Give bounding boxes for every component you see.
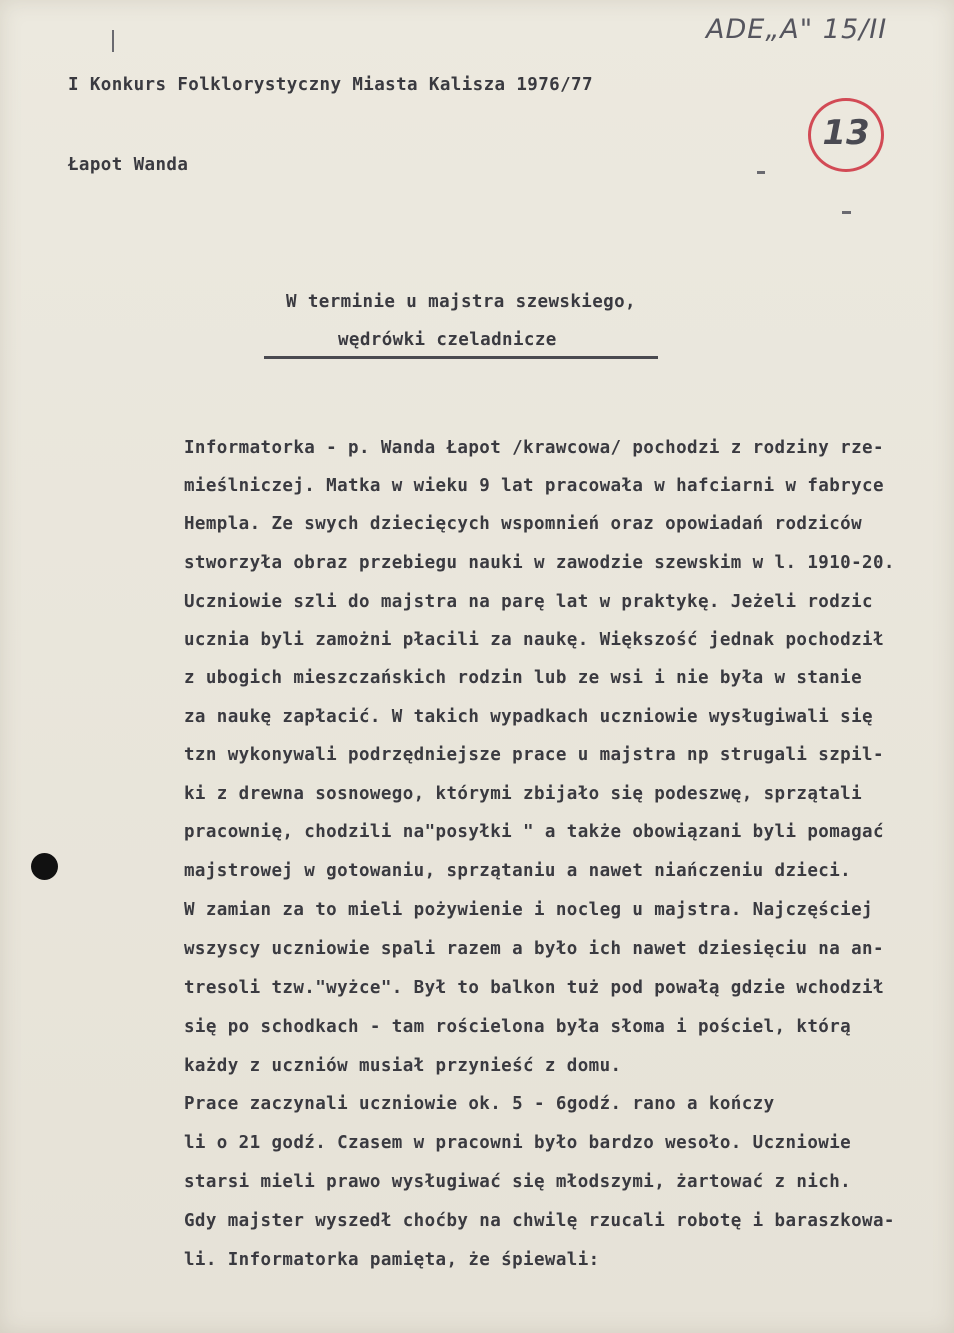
body-line: majstrowej w gotowaniu, sprzątaniu a nawet niańczeniu dzieci. <box>184 861 852 881</box>
body-line: za naukę zapłacić. W takich wypadkach uczniowie wysługiwali się <box>184 707 873 727</box>
body-line: Prace zaczynali uczniowie ok. 5 - 6godź. rano a kończy <box>184 1094 775 1114</box>
body-line: każdy z uczniów musiał przynieść z domu. <box>184 1056 622 1076</box>
body-line: wszyscy uczniowie spali razem a było ich nawet dziesięciu na an- <box>184 939 884 959</box>
title-underline <box>264 356 658 359</box>
contest-heading: I Konkurs Folklorystyczny Miasta Kalisza 1976/77 <box>68 75 593 95</box>
body-line: z ubogich mieszczańskich rodzin lub ze wsi i nie była w stanie <box>184 668 863 688</box>
body-line: Informatorka - p. Wanda Łapot /krawcowa/ pochodzi z rodziny rze- <box>184 438 884 458</box>
page-number: 13 <box>822 113 870 153</box>
body-line: tzn wykonywali podrzędniejsze prace u majstra np strugali szpil- <box>184 745 884 765</box>
punch-hole <box>31 853 58 880</box>
body-line: pracownię, chodzili na"posyłki " a także obowiązani byli pomagać <box>184 822 884 842</box>
body-line: li o 21 godź. Czasem w pracowni było bardzo wesoło. Uczniowie <box>184 1133 852 1153</box>
body-line: Hempla. Ze swych dziecięcych wspomnień oraz opowiadań rodziców <box>184 514 863 534</box>
body-line: stworzyła obraz przebiegu nauki w zawodzie szewskim w l. 1910-20. <box>184 553 895 573</box>
body-line: ki z drewna sosnowego, którymi zbijało się podeszwę, sprzątali <box>184 784 863 804</box>
body-line: się po schodkach - tam rościelona była słoma i pościel, którą <box>184 1017 852 1037</box>
body-line: mieślniczej. Matka w wieku 9 lat pracowała w hafciarni w fabryce <box>184 476 884 496</box>
archive-mark: ADE„A" 15/II <box>706 14 888 45</box>
title-line-2: wędrówki czeladnicze <box>338 330 557 350</box>
speck <box>757 171 765 174</box>
body-line: tresoli tzw."wyżce". Był to balkon tuż pod powałą gdzie wchodził <box>184 978 884 998</box>
speck <box>112 30 114 52</box>
body-line: Uczniowie szli do majstra na parę lat w praktykę. Jeżeli rodzic <box>184 592 873 612</box>
body-line: li. Informatorka pamięta, że śpiewali: <box>184 1250 600 1270</box>
page-number-stamp <box>808 98 884 172</box>
speck <box>842 211 851 214</box>
body-line: ucznia byli zamożni płacili za naukę. Większość jednak pochodził <box>184 630 884 650</box>
author-name: Łapot Wanda <box>68 155 189 175</box>
body-line: W zamian za to mieli pożywienie i nocleg u majstra. Najczęściej <box>184 900 873 920</box>
title-line-1: W terminie u majstra szewskiego, <box>286 292 636 312</box>
body-line: starsi mieli prawo wysługiwać się młodszymi, żartować z nich. <box>184 1172 852 1192</box>
body-line: Gdy majster wyszedł choćby na chwilę rzucali robotę i baraszkowa- <box>184 1211 895 1231</box>
